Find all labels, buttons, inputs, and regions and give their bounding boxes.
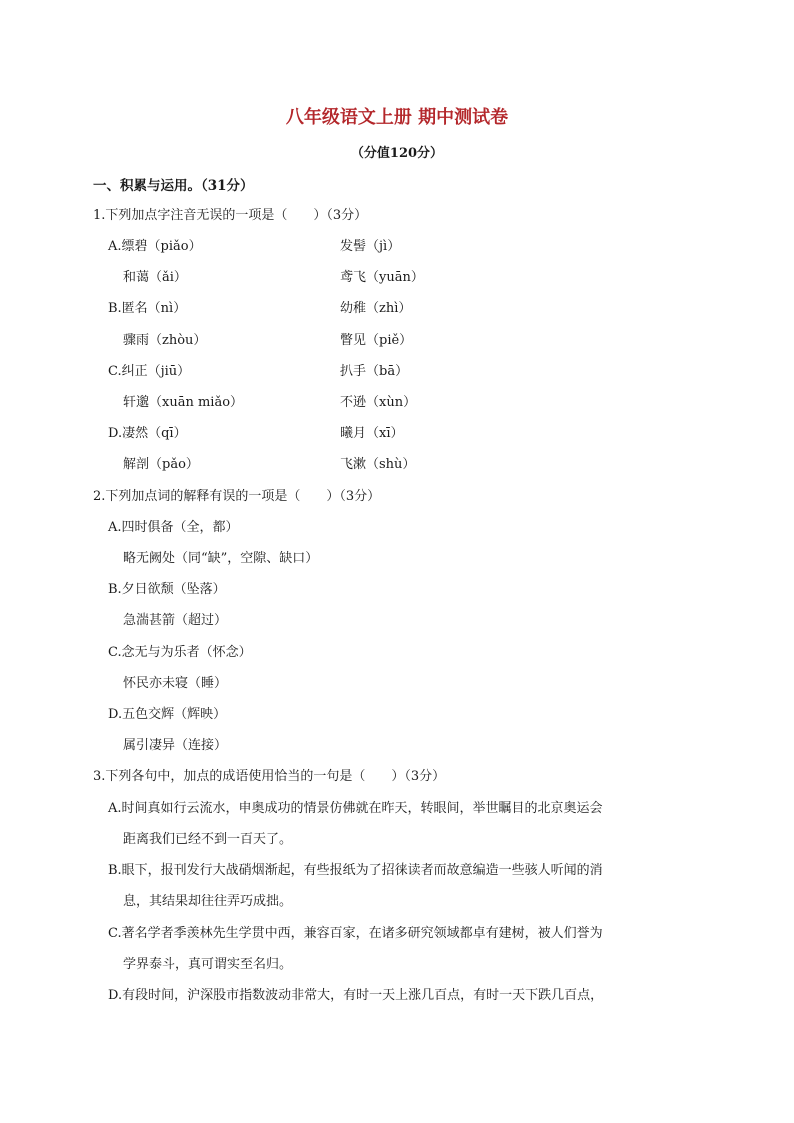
q2-option-c: C.念无与为乐者（怀念） (108, 645, 252, 660)
q2-option-b: B.夕日欲颓（坠落） (108, 582, 226, 597)
q1-option-a-item2: 发髻（jì） (340, 239, 401, 254)
q3-option-b-line2: 息，其结果却往往弄巧成拙。 (123, 894, 293, 909)
q3-option-c: C.著名学者季羡林先生学贯中西，兼容百家，在诸多研究领域都卓有建树，被人们誉为 (108, 926, 603, 941)
q1-option-c-item4: 不逊（xùn） (340, 395, 417, 410)
q1-option-b-item2: 幼稚（zhì） (340, 301, 412, 316)
q3-option-d: D.有段时间，沪深股市指数波动非常大，有时一天上涨几百点，有时一天下跌几百点， (108, 988, 604, 1003)
q2-option-d: D.五色交辉（辉映） (108, 707, 227, 722)
q1-option-c-item3: 轩邈（xuān miǎo） (123, 395, 244, 410)
q1-option-d-item2: 曦月（xī） (340, 426, 404, 441)
q3-option-a: A.时间真如行云流水，申奥成功的情景仿佛就在昨天，转眼间，举世瞩目的北京奥运会 (108, 801, 603, 816)
q3-option-b: B.眼下，报刊发行大战硝烟渐起，有些报纸为了招徕读者而故意编造一些骇人听闻的消 (108, 863, 603, 878)
question-2-stem: 2.下列加点词的解释有误的一项是（ ）（3分） (93, 489, 381, 504)
score-note: （分值120分） (350, 146, 444, 161)
q2-option-a-line2: 略无阙处（同“缺”，空隙、缺口） (123, 551, 319, 566)
q1-option-b-item3: 骤雨（zhòu） (123, 333, 207, 348)
q1-option-a-item4: 鸢飞（yuān） (340, 270, 424, 285)
q1-option-c-item2: 扒手（bā） (340, 364, 409, 379)
q3-option-a-line2: 距离我们已经不到一百天了。 (123, 832, 293, 847)
q2-option-c-line2: 怀民亦未寝（睡） (123, 676, 228, 691)
q2-option-a: A.四时俱备（全，都） (108, 520, 239, 535)
question-1-stem: 1.下列加点字注音无误的一项是（ ）（3分） (93, 208, 368, 223)
section-heading: 一、积累与运用。（31分） (93, 178, 254, 194)
q2-option-b-line2: 急湍甚箭（超过） (123, 613, 228, 628)
page-title: 八年级语文上册 期中测试卷 (285, 107, 509, 128)
q1-option-b: B.匿名（nì） (108, 301, 187, 316)
q1-option-b-item4: 瞥见（piě） (340, 333, 413, 348)
q1-option-d-item3: 解剖（pǎo） (123, 457, 199, 472)
q1-option-d-item4: 飞漱（shù） (340, 457, 416, 472)
q1-option-a-item3: 和蔼（ǎi） (123, 270, 187, 285)
question-3-stem: 3.下列各句中，加点的成语使用恰当的一句是（ ）（3分） (93, 769, 446, 784)
q1-option-a: A.缥碧（piǎo） (108, 239, 202, 254)
q1-option-c: C.纠正（jiū） (108, 364, 191, 379)
q2-option-d-line2: 属引凄异（连接） (123, 738, 228, 753)
q1-option-d: D.凄然（qī） (108, 426, 187, 441)
q3-option-c-line2: 学界泰斗，真可谓实至名归。 (123, 957, 293, 972)
